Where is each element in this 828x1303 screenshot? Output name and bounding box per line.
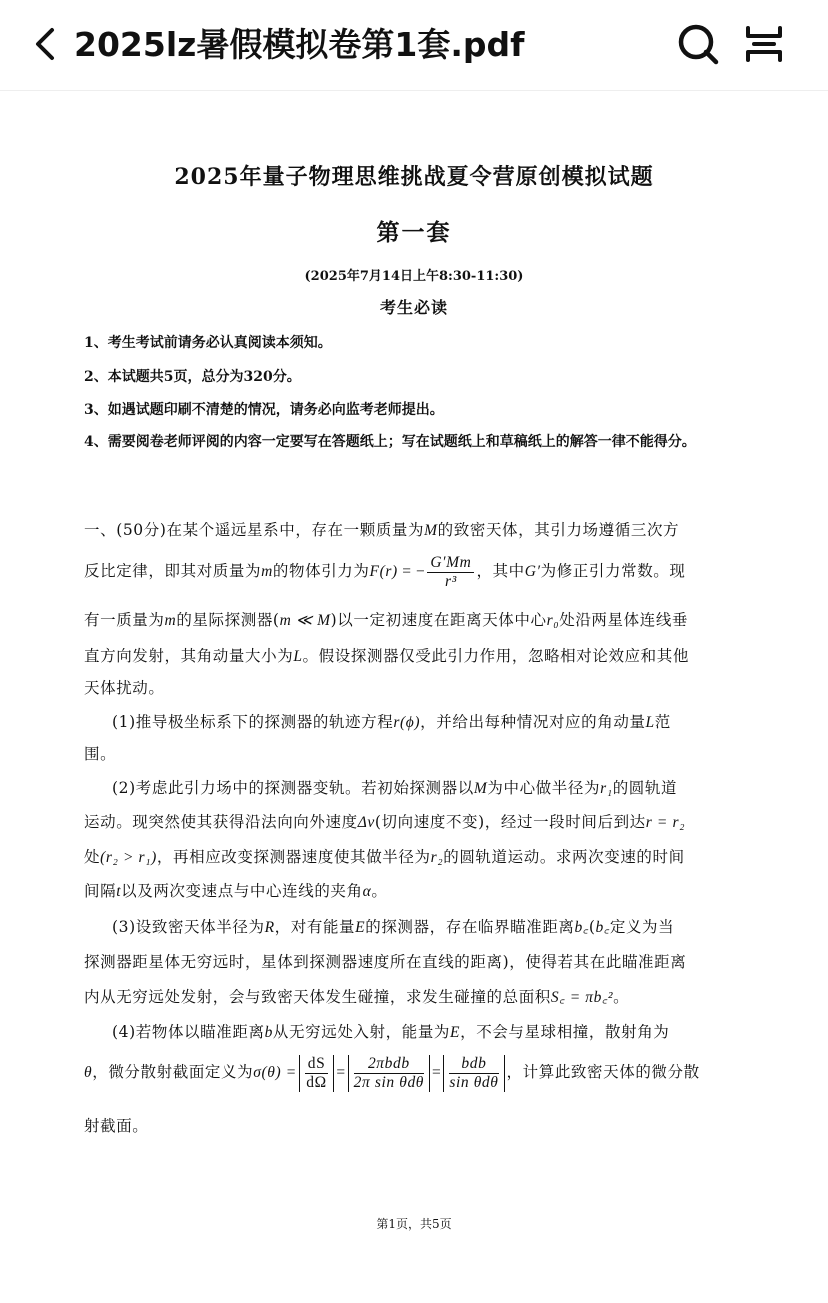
exam-title: 2025年量子物理思维挑战夏令营原创模拟试题 <box>174 164 654 190</box>
menu-icon <box>742 22 786 66</box>
question-line: 探测器距星体无穷远时，星体到探测器速度所在直线的距离)，使得若其在此瞄准距离 <box>84 953 687 971</box>
rule-item: 2、本试题共5页，总分为320分。 <box>84 369 301 385</box>
question-line: (1)推导极坐标系下的探测器的轨迹方程r(ϕ)，并给出每种情况对应的角动量L范 <box>112 713 671 731</box>
question-line: 间隔t以及两次变速点与中心连线的夹角α。 <box>84 882 388 900</box>
question-line: 天体扰动。 <box>84 679 165 697</box>
top-app-bar <box>0 0 828 91</box>
document-title: 2025lz暑假模拟卷第1套.pdf <box>74 25 525 64</box>
question-line: 处(r₂ > r₁)，再相应改变探测器速度使其做半径为r₂的圆轨道运动。求两次变速的时间 <box>84 848 685 866</box>
chevron-left-icon <box>30 24 62 64</box>
rule-item: 4、需要阅卷老师评阅的内容一定要写在答题纸上；写在试题纸上和草稿纸上的解答一律不能得分。 <box>84 434 696 450</box>
question-line: 运动。现突然使其获得沿法向向外速度Δv(切向速度不变)，经过一段时间后到达r = r₂ <box>84 813 686 831</box>
question-line: (4)若物体以瞄准距离b从无穷远处入射，能量为E，不会与星球相撞，散射角为 <box>112 1023 670 1041</box>
notice-heading: 考生必读 <box>379 298 448 317</box>
rule-item: 1、考生考试前请务必认真阅读本须知。 <box>84 335 332 351</box>
exam-date: (2025年7月14日上午8:30-11:30) <box>304 269 524 284</box>
question-line: 有一质量为m的星际探测器(m ≪ M)以一定初速度在距离天体中心r₀处沿两星体连线垂 <box>84 611 689 629</box>
question-line: θ，微分散射截面定义为σ(θ) = $\frac{dS}{d\Omega}$ = $\frac{\text{2πbdb}}{\text{2π sin θdθ}}$ = $\frac{\text{bdb}}{\text{sin θdθ}}$ ，计算此致密天体的微分散 <box>84 1055 700 1091</box>
rule-item: 3、如遇试题印刷不清楚的情况，请务必向监考老师提出。 <box>84 402 444 418</box>
set-title: 第一套 <box>376 219 452 246</box>
back-button[interactable] <box>30 24 62 64</box>
question-line: 射截面。 <box>84 1117 149 1135</box>
question-line: 一、(50分)在某个遥远星系中，存在一颗质量为M的致密天体，其引力场遵循三次方 <box>84 521 680 539</box>
question-line: 内从无穷远处发射，会与致密天体发生碰撞，求发生碰撞的总面积S꜀ = πb꜀²。 <box>84 988 630 1006</box>
question-line: (2)考虑此引力场中的探测器变轨。若初始探测器以M为中心做半径为r₁的圆轨道 <box>112 779 678 797</box>
question-line: (3)设致密天体半径为R，对有能量E的探测器，存在临界瞄准距离b꜀(b꜀定义为当 <box>112 918 675 936</box>
search-icon <box>674 20 722 68</box>
menu-button[interactable] <box>742 22 786 66</box>
search-button[interactable] <box>674 20 722 68</box>
pdf-page[interactable] <box>0 90 828 1303</box>
force-fraction: $\frac{G'Mm}{\text{r³}}$ <box>427 554 474 591</box>
question-line: 反比定律，即其对质量为m的物体引力为F(r) = − $\frac{G'Mm}{\text{r³}}$ ，其中G′为修正引力常数。现 <box>84 554 686 590</box>
question-line: 直方向发射，其角动量大小为L。假设探测器仅受此引力作用，忽略相对论效应和其他 <box>84 647 689 665</box>
page-footer: 第1页，共5页 <box>376 1217 452 1231</box>
question-line: 围。 <box>84 745 117 763</box>
